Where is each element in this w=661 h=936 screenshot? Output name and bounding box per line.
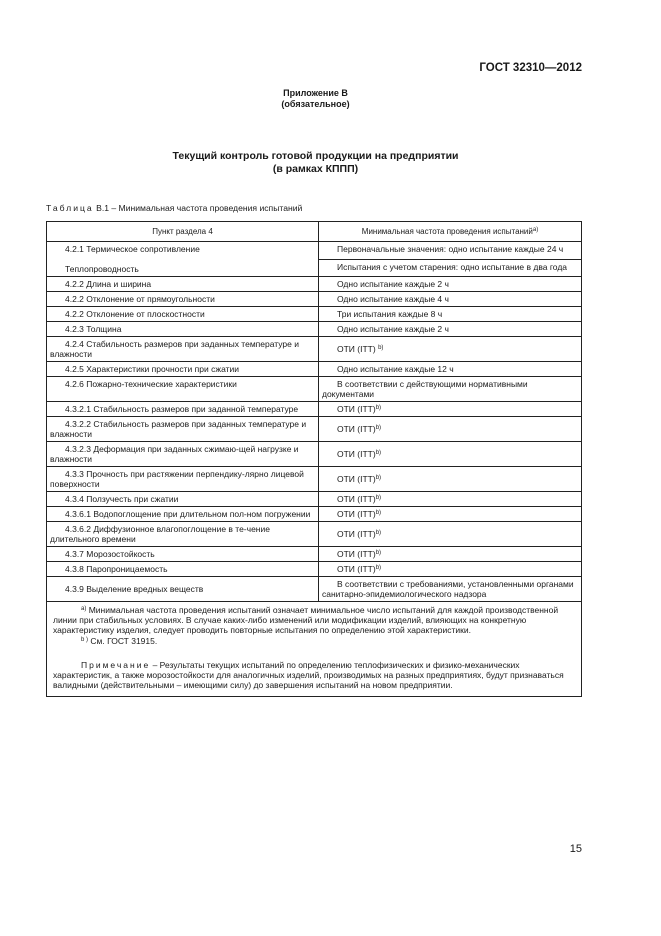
footnote-mark: b) — [378, 345, 384, 351]
table-row — [47, 522, 582, 547]
item-text: Теплопроводность — [65, 264, 139, 274]
annex-title: Приложение В — [283, 88, 348, 98]
frequency-text: ОТИ (ITT) — [337, 404, 376, 414]
frequency-text: В соответствии с требованиями, установленными органами санитарно-эпидемиологического надзора — [322, 579, 574, 599]
footnote-mark: b) — [375, 530, 382, 536]
table-cell-frequency — [319, 547, 582, 562]
table-row — [47, 547, 582, 562]
table-cell-item — [47, 562, 319, 577]
footnote-mark: b) — [375, 565, 382, 571]
item-text: 4.3.7 Морозостойкость — [65, 549, 155, 559]
column-header-footnote-mark: a) — [532, 227, 539, 233]
item-text: 4.2.2 Отклонение от прямоугольности — [65, 294, 215, 304]
section-title — [0, 150, 631, 176]
table-cell-frequency — [319, 292, 582, 307]
table-cell-item — [47, 307, 319, 322]
item-text: 4.2.4 Стабильность размеров при заданных температуре и влажности — [50, 339, 299, 359]
table-cell-frequency — [319, 507, 582, 522]
table-caption-label: Таблица — [46, 203, 94, 213]
footnote-mark: b) — [375, 405, 382, 411]
table-row — [47, 492, 582, 507]
section-title-line1: Текущий контроль готовой продукции на предприятии — [172, 150, 459, 162]
table-cell-item — [47, 547, 319, 562]
annex-status: (обязательное) — [281, 99, 350, 109]
item-text: 4.2.5 Характеристики прочности при сжатии — [65, 364, 240, 374]
frequency-text: Одно испытание каждые 12 ч — [337, 364, 454, 374]
table-row — [47, 562, 582, 577]
frequency-text: ОТИ (ITT) — [337, 344, 376, 354]
table-cell-frequency — [319, 492, 582, 507]
footnote-mark: b) — [375, 510, 382, 516]
table-caption — [46, 203, 302, 213]
footnote-mark: b) — [375, 495, 382, 501]
item-text: 4.3.2.1 Стабильность размеров при заданной температуре — [65, 404, 299, 414]
section-title-line2: (в рамках КППП) — [272, 163, 359, 175]
table-row — [47, 362, 582, 377]
column-header-frequency-text: Минимальная частота проведения испытаний — [361, 227, 533, 236]
table-cell-frequency — [319, 417, 582, 442]
note-text: – Результаты текущих испытаний по определению теплофизических и физико-механических характеристик, а также морозостойкости для аналогичных изделий, производимых на разных предприятиях, будут признаваться валидными (действительными – имеющими силу) до завершения испытаний на новом предприятии. — [53, 659, 564, 691]
table-footnotes — [47, 602, 582, 697]
table-header-row — [47, 222, 582, 242]
table-cell-frequency — [319, 442, 582, 467]
item-text: 4.2.6 Пожарно-технические характеристики — [65, 379, 237, 389]
table-cell-frequency — [319, 322, 582, 337]
table-cell-item — [47, 492, 319, 507]
item-text: 4.2.3 Толщина — [65, 324, 122, 334]
table-caption-text: В.1 – Минимальная частота проведения испытаний — [93, 203, 303, 213]
frequency-text: ОТИ (ITT) — [337, 549, 376, 559]
annex-heading — [0, 88, 631, 110]
table-row — [47, 577, 582, 602]
frequency-text: Испытания с учетом старения: одно испытание в два года — [337, 261, 568, 272]
item-text: 4.3.6.2 Диффузионное влагопоглощение в те-чение длительного времени — [50, 524, 270, 544]
table-cell-item — [47, 322, 319, 337]
table-cell-item — [47, 467, 319, 492]
footnote-a-mark: a) — [81, 606, 87, 612]
frequency-text: Одно испытание каждые 2 ч — [337, 279, 449, 289]
column-header-item: Пункт раздела 4 — [47, 222, 319, 242]
table-cell-item — [47, 242, 319, 277]
item-text: 4.2.2 Длина и ширина — [65, 279, 152, 289]
page-number: 15 — [569, 843, 582, 855]
item-text: 4.3.6.1 Водопоглощение при длительном пол-ном погружении — [65, 509, 311, 519]
frequency-table — [46, 221, 582, 697]
table-cell-frequency — [319, 362, 582, 377]
footnote-b-mark: b ) — [81, 636, 89, 643]
frequency-text: ОТИ (ITT) — [337, 564, 376, 574]
frequency-text: ОТИ (ITT) — [337, 474, 376, 484]
table-cell-item — [47, 292, 319, 307]
table-footer-row — [47, 602, 582, 697]
table-row — [47, 307, 582, 322]
footnote-mark: b) — [375, 450, 382, 456]
table-cell-item — [47, 442, 319, 467]
table-row — [47, 292, 582, 307]
table-cell-frequency — [319, 577, 582, 602]
note-label: Примечание — [81, 659, 151, 670]
item-text: 4.3.8 Паропроницаемость — [65, 564, 168, 574]
table-row — [47, 417, 582, 442]
frequency-text: Первоначальные значения: одно испытание каждые 24 ч — [337, 244, 564, 254]
item-text: 4.3.4 Ползучесть при сжатии — [65, 494, 179, 504]
table-cell-frequency — [319, 242, 582, 260]
column-header-frequency — [319, 222, 582, 242]
frequency-text: ОТИ (ITT) — [337, 529, 376, 539]
table-cell-frequency — [319, 377, 582, 402]
table-cell-item — [47, 362, 319, 377]
frequency-text: В соответствии с действующими нормативными документами — [322, 379, 528, 399]
table-cell-item — [47, 377, 319, 402]
frequency-text: ОТИ (ITT) — [337, 509, 376, 519]
item-text: 4.2.2 Отклонение от плоскостности — [65, 309, 205, 319]
table-cell-frequency — [319, 277, 582, 292]
footnote-a — [53, 605, 577, 636]
table-cell-frequency — [319, 467, 582, 492]
table-cell-item — [47, 507, 319, 522]
item-text: 4.2.1 Термическое сопротивление — [65, 244, 200, 254]
table-cell-frequency — [319, 307, 582, 322]
table-cell-frequency — [319, 562, 582, 577]
table-row — [47, 277, 582, 292]
footnote-a-text: Минимальная частота проведения испытаний означает минимальное число испытаний для каждой производственной линии при стабильных условиях. В случае каких-либо изменений или модификации изделий, влияющих на конкретную характеристику изделия, следует проводить повторные испытания по определению этой характеристики. — [53, 605, 559, 636]
frequency-text: Одно испытание каждые 2 ч — [337, 324, 449, 334]
standard-number: ГОСТ 32310—2012 — [479, 62, 582, 74]
frequency-text: Три испытания каждые 8 ч — [337, 309, 443, 319]
frequency-text: ОТИ (ITT) — [337, 494, 376, 504]
table-cell-item — [47, 402, 319, 417]
table-row — [47, 507, 582, 522]
table-cell-item — [47, 277, 319, 292]
table-row — [47, 402, 582, 417]
table-cell-item — [47, 417, 319, 442]
frequency-text: ОТИ (ITT) — [337, 449, 376, 459]
frequency-text: ОТИ (ITT) — [337, 424, 376, 434]
table-cell-item — [47, 522, 319, 547]
table-row — [47, 467, 582, 492]
table-note — [53, 660, 577, 691]
footnote-mark: b) — [375, 425, 382, 431]
frequency-text: Одно испытание каждые 4 ч — [337, 294, 449, 304]
table-cell-frequency — [319, 402, 582, 417]
table-row — [47, 322, 582, 337]
table-cell-item — [47, 337, 319, 362]
footnote-b-text: См. ГОСТ 31915. — [88, 635, 158, 646]
table-cell-frequency — [319, 337, 582, 362]
table-row — [47, 242, 582, 260]
table-cell-frequency — [319, 259, 582, 277]
item-text: 4.3.3 Прочность при растяжении перпендику-лярно лицевой поверхности — [50, 469, 304, 489]
item-text: 4.3.2.3 Деформация при заданных сжимаю-щей нагрузке и влажности — [50, 444, 299, 464]
table-cell-item — [47, 577, 319, 602]
table-row — [47, 377, 582, 402]
table-row — [47, 442, 582, 467]
footnote-mark: b) — [375, 550, 382, 556]
footnote-b — [53, 636, 577, 646]
item-text: 4.3.2.2 Стабильность размеров при заданных температуре и влажности — [50, 419, 307, 439]
table-cell-frequency — [319, 522, 582, 547]
footnote-mark: b) — [375, 475, 382, 481]
table-row — [47, 337, 582, 362]
item-text: 4.3.9 Выделение вредных веществ — [65, 584, 204, 594]
